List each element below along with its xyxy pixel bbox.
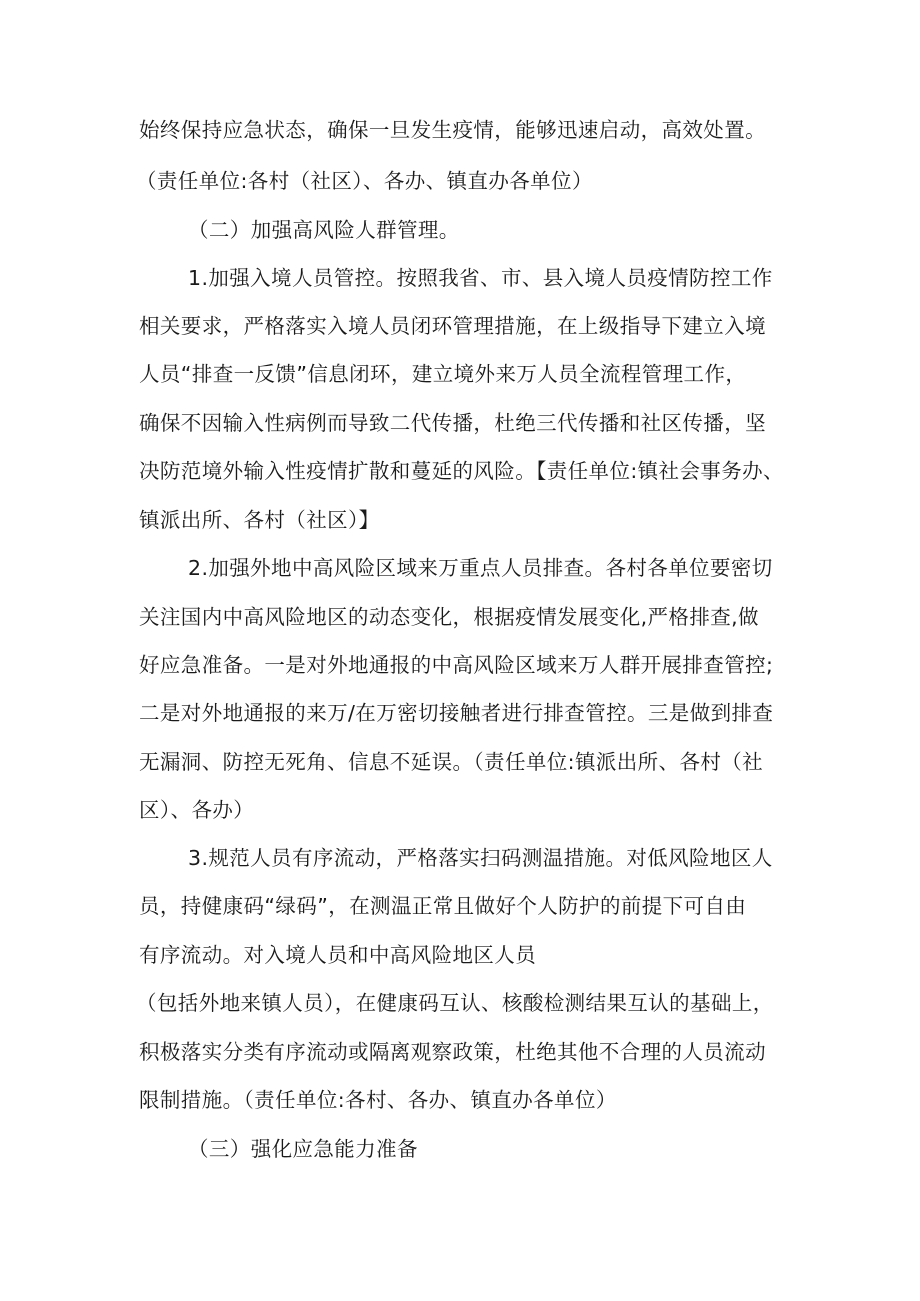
text-line: 积极落实分类有序流动或隔离观察政策，杜绝其他不合理的人员流动 — [139, 1040, 766, 1064]
text-line: 区）、各办） — [139, 798, 255, 822]
text-line: 确保不因输入性病例而导致二代传播，杜绝三代传播和社区传播，坚 — [139, 411, 766, 435]
text-line: （包括外地来镇人员），在健康码互认、核酸检测结果互认的基础上， — [136, 991, 774, 1015]
section-heading: （二）加强高风险人群管理。 — [188, 218, 460, 242]
text-line: 有序流动。对入境人员和中高风险地区人员 — [139, 943, 537, 967]
text-line: 始终保持应急状态，确保一旦发生疫情，能够迅速启动，高效处置。 — [139, 118, 766, 142]
text-line: 镇派出所、各村（社区）】 — [139, 508, 380, 532]
text-line: 相关要求，严格落实入境人员闭环管理措施，在上级指导下建立入境 — [139, 314, 766, 338]
text-line: 无漏洞、防控无死角、信息不延误。（责任单位:镇派出所、各村（社 — [139, 750, 764, 774]
text-line: 关注国内中高风险地区的动态变化，根据疫情发展变化,严格排查,做 — [139, 605, 759, 629]
text-line: 2.加强外地中高风险区域来万重点人员排查。各村各单位要密切 — [188, 556, 773, 580]
text-line: 3.规范人员有序流动，严格落实扫码测温措施。对低风险地区人 — [188, 846, 773, 870]
text-line: 1.加强入境人员管控。按照我省、市、县入境人员疫情防控工作 — [188, 266, 773, 290]
text-line: 决防范境外输入性疫情扩散和蔓延的风险。【责任单位:镇社会事务办、 — [139, 459, 784, 483]
text-line: 人员“排查一反馈”信息闭环，建立境外来万人员全流程管理工作， — [139, 362, 747, 386]
text-line: 好应急准备。一是对外地通报的中高风险区域来万人群开展排查管控; — [139, 653, 774, 677]
text-line: 员，持健康码“绿码”，在测温正常且做好个人防护的前提下可自由 — [139, 894, 747, 918]
section-heading: （三）强化应急能力准备 — [188, 1137, 418, 1161]
text-line: （责任单位:各村（社区）、各办、镇直办各单位） — [136, 169, 593, 193]
text-line: 二是对外地通报的来万/在万密切接触者进行排查管控。三是做到排查 — [139, 701, 774, 725]
text-line: 限制措施。（责任单位:各村、各办、镇直办各单位） — [139, 1088, 617, 1112]
